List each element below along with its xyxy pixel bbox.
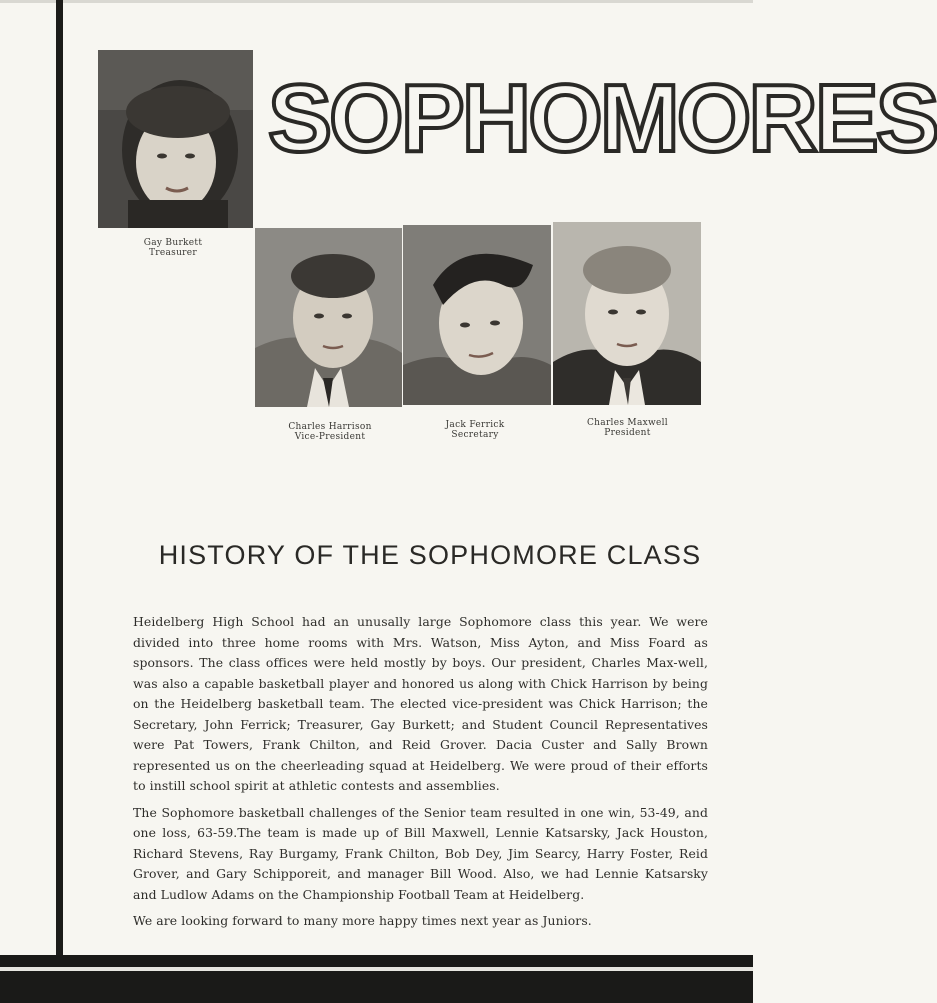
bottom-band-rule: [0, 967, 753, 971]
photo-charles-harrison: [255, 228, 402, 407]
photo-charles-maxwell: [553, 222, 701, 405]
paragraph-1: Heidelberg High School had an unusally large Sophomore class this year. We were divided into three home rooms with Mrs. Watson, Miss Ayton, and Miss Foard as sponsors. The class offices were held mostly by boys. Our president, Charles Max-well, was also a capable basketball player and honored us along with Chick Harrison by being on the Heidelberg basketball team. The elected vice-president was Chick Harrison; the Secretary, John Ferrick; Treasurer, Gay Burkett; and Student Council Representatives were Pat Towers, Frank Chilton, and Reid Grover. Dacia Custer and Sally Brown represented us on the cheerleading squad at Heidelberg. We were proud of their efforts to instill school spirit at athletic contests and assemblies.: [133, 614, 708, 793]
binding-spine: [56, 0, 63, 1003]
officer-name: Gay Burkett: [143, 238, 203, 248]
caption-jack-ferrick: [420, 420, 530, 440]
officer-name: Jack Ferrick: [445, 420, 505, 430]
history-body: [133, 612, 708, 938]
officer-role: Secretary: [451, 430, 499, 440]
caption-charles-harrison: [265, 422, 395, 442]
paragraph-3: We are looking forward to many more happy times next year as Juniors.: [133, 913, 592, 928]
section-title: HISTORY OF THE SOPHOMORE CLASS: [158, 540, 702, 570]
caption-charles-maxwell: [565, 418, 690, 438]
page-top-edge: [0, 0, 753, 3]
photo-gay-burkett: [98, 50, 253, 228]
page-bottom-band: [0, 955, 753, 1003]
photo-jack-ferrick: [403, 225, 551, 405]
caption-gay-burkett: [118, 238, 228, 258]
paragraph-2: The Sophomore basketball challenges of the Senior team resulted in one win, 53-49, and one loss, 63-59.The team is made up of Bill Maxwell, Lennie Katsarsky, Jack Houston, Richard Stevens, Ray Burgamy, Frank Chilton, Bob Dey, Jim Searcy, Harry Foster, Reid Grover, and Gary Schipporeit, and manager Bill Wood. Also, we had Lennie Katsarsky and Ludlow Adams on the Championship Football Team at Heidelberg.: [133, 804, 708, 902]
officer-role: President: [604, 428, 651, 438]
officer-name: Charles Maxwell: [587, 418, 668, 428]
officer-name: Charles Harrison: [288, 422, 372, 432]
officer-role: Treasurer: [148, 248, 198, 258]
page-title: SOPHOMORES: [268, 65, 937, 172]
officer-role: Vice-President: [294, 432, 366, 442]
